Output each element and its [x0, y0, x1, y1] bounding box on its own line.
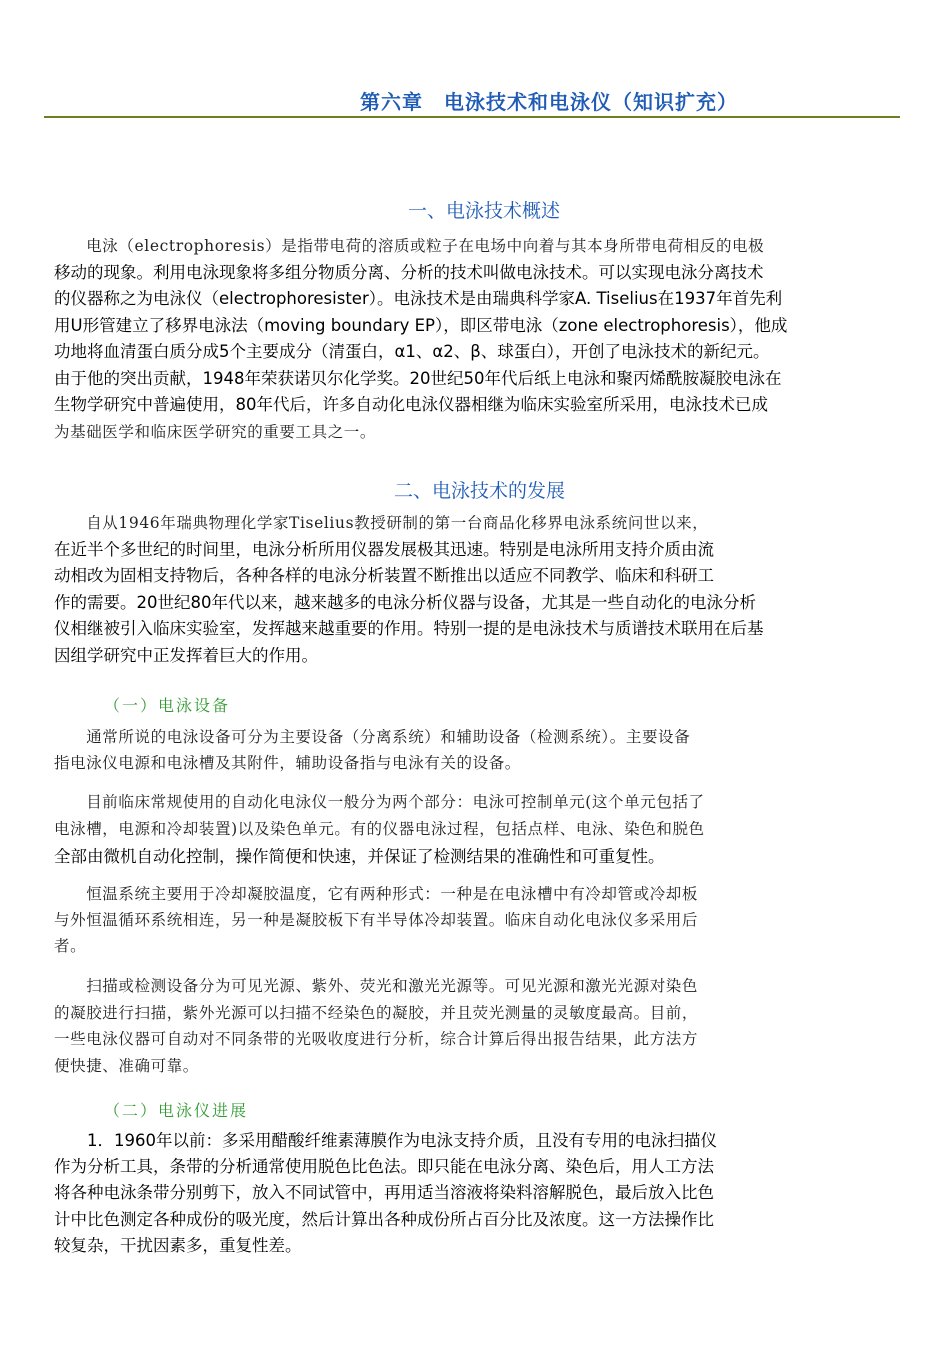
paragraph-thermostat — [54, 881, 890, 959]
subsection-heading-progress: （二）电泳仪进展 — [104, 1101, 249, 1120]
text-line: 指电泳仪电源和电泳槽及其附件，辅助设备指与电泳有关的设备。 — [54, 754, 521, 772]
text-line: 作为分析工具，条带的分析通常使用脱色比色法。即只能在电泳分离、染色后，用人工方法 — [54, 1157, 714, 1177]
title-underline — [44, 116, 900, 118]
paragraph-equipment-clinical — [54, 789, 890, 870]
paragraph-scanning — [54, 973, 890, 1079]
section-heading-overview: 一、电泳技术概述 — [408, 200, 561, 222]
text-line: 较复杂，干扰因素多，重复性差。 — [54, 1235, 302, 1255]
text-line: 在近半个多世纪的时间里，电泳分析所用仪器发展极其迅速。特别是电泳所用支持介质由流 — [54, 539, 714, 559]
text-line: 由于他的突出贡献，1948年荣获诺贝尔化学奖。20世纪50年代后纸上电泳和聚丙烯酰胺凝胶电泳在 — [54, 368, 782, 388]
text-line: 为基础医学和临床医学研究的重要工具之一。 — [54, 422, 377, 441]
text-line: 通常所说的电泳设备可分为主要设备（分离系统）和辅助设备（检测系统）。主要设备 — [54, 728, 691, 746]
text-line: 作的需要。20世纪80年代以来，越来越多的电泳分析仪器与设备，尤其是一些自动化的电泳分析 — [54, 592, 756, 612]
chapter-title: 第六章 电泳技术和电泳仪（知识扩充） — [360, 90, 738, 114]
text-line: 仪相继被引入临床实验室，发挥越来越重要的作用。特别一提的是电泳技术与质谱技术联用在后基 — [54, 619, 764, 639]
text-line: 电泳（electrophoresis）是指带电荷的溶质或粒子在电场中向着与其本身所带电荷相反的电极 — [54, 237, 765, 255]
text-line: 者。 — [54, 937, 87, 955]
text-line: 因组学研究中正发挥着巨大的作用。 — [54, 645, 318, 665]
text-line: 计中比色测定各种成份的吸光度，然后计算出各种成份所占百分比及浓度。这一方法操作比 — [54, 1209, 714, 1229]
text-line: 用U形管建立了移界电泳法（moving boundary EP），即区带电泳（zone electrophoresis），他成 — [54, 315, 788, 335]
paragraph-development — [54, 510, 890, 670]
text-line: 移动的现象。利用电泳现象将多组分物质分离、分析的技术叫做电泳技术。可以实现电泳分离技术 — [54, 262, 764, 282]
text-line: 恒温系统主要用于冷却凝胶温度，它有两种形式：一种是在电泳槽中有冷却管或冷却板 — [54, 885, 699, 903]
text-line: 全部由微机自动化控制，操作简便和快速，并保证了检测结果的准确性和可重复性。 — [54, 847, 665, 866]
paragraph-equipment-general — [54, 724, 890, 776]
section-heading-development: 二、电泳技术的发展 — [394, 480, 566, 502]
text-line: 电泳槽，电源和冷却装置)以及染色单元。有的仪器电泳过程，包括点样、电泳、染色和脱色 — [54, 820, 705, 838]
text-line: 将各种电泳条带分别剪下，放入不同试管中，再用适当溶液将染料溶解脱色，最后放入比色 — [54, 1183, 714, 1203]
text-line: 一些电泳仪器可自动对不同条带的光吸收度进行分析，综合计算后得出报告结果，此方法方 — [54, 1030, 699, 1048]
text-line: 的凝胶进行扫描，紫外光源可以扫描不经染色的凝胶，并且荧光测量的灵敏度最高。目前， — [54, 1003, 699, 1022]
paragraph-progress — [54, 1128, 890, 1259]
text-line: 1．1960年以前：多采用醋酸纤维素薄膜作为电泳支持介质，且没有专用的电泳扫描仪 — [54, 1131, 717, 1150]
subsection-heading-equipment: （一）电泳设备 — [104, 696, 231, 715]
text-line: 目前临床常规使用的自动化电泳仪一般分为两个部分：电泳可控制单元(这个单元包括了 — [54, 793, 705, 811]
text-line: 与外恒温循环系统相连，另一种是凝胶板下有半导体冷却装置。临床自动化电泳仪多采用后 — [54, 911, 699, 929]
text-line: 的仪器称之为电泳仪（electrophoresister）。电泳技术是由瑞典科学家A. Tiselius在1937年首先利 — [54, 289, 783, 308]
text-line: 动相改为固相支持物后，各种各样的电泳分析装置不断推出以适应不同教学、临床和科研工 — [54, 566, 714, 586]
text-line: 功地将血清蛋白质分成5个主要成分（清蛋白，α1、α2、β、球蛋白），开创了电泳技术的新纪元。 — [54, 342, 770, 361]
text-line: 扫描或检测设备分为可见光源、紫外、荧光和激光光源等。可见光源和激光光源对染色 — [54, 977, 699, 995]
text-line: 生物学研究中普遍使用，80年代后，许多自动化电泳仪器相继为临床实验室所采用，电泳技术已成 — [54, 395, 768, 414]
text-line: 便快捷、准确可靠。 — [54, 1056, 199, 1075]
text-line: 自从1946年瑞典物理化学家Tiselius教授研制的第一台商品化移界电泳系统问世以来， — [54, 514, 709, 532]
paragraph-overview — [54, 233, 890, 445]
